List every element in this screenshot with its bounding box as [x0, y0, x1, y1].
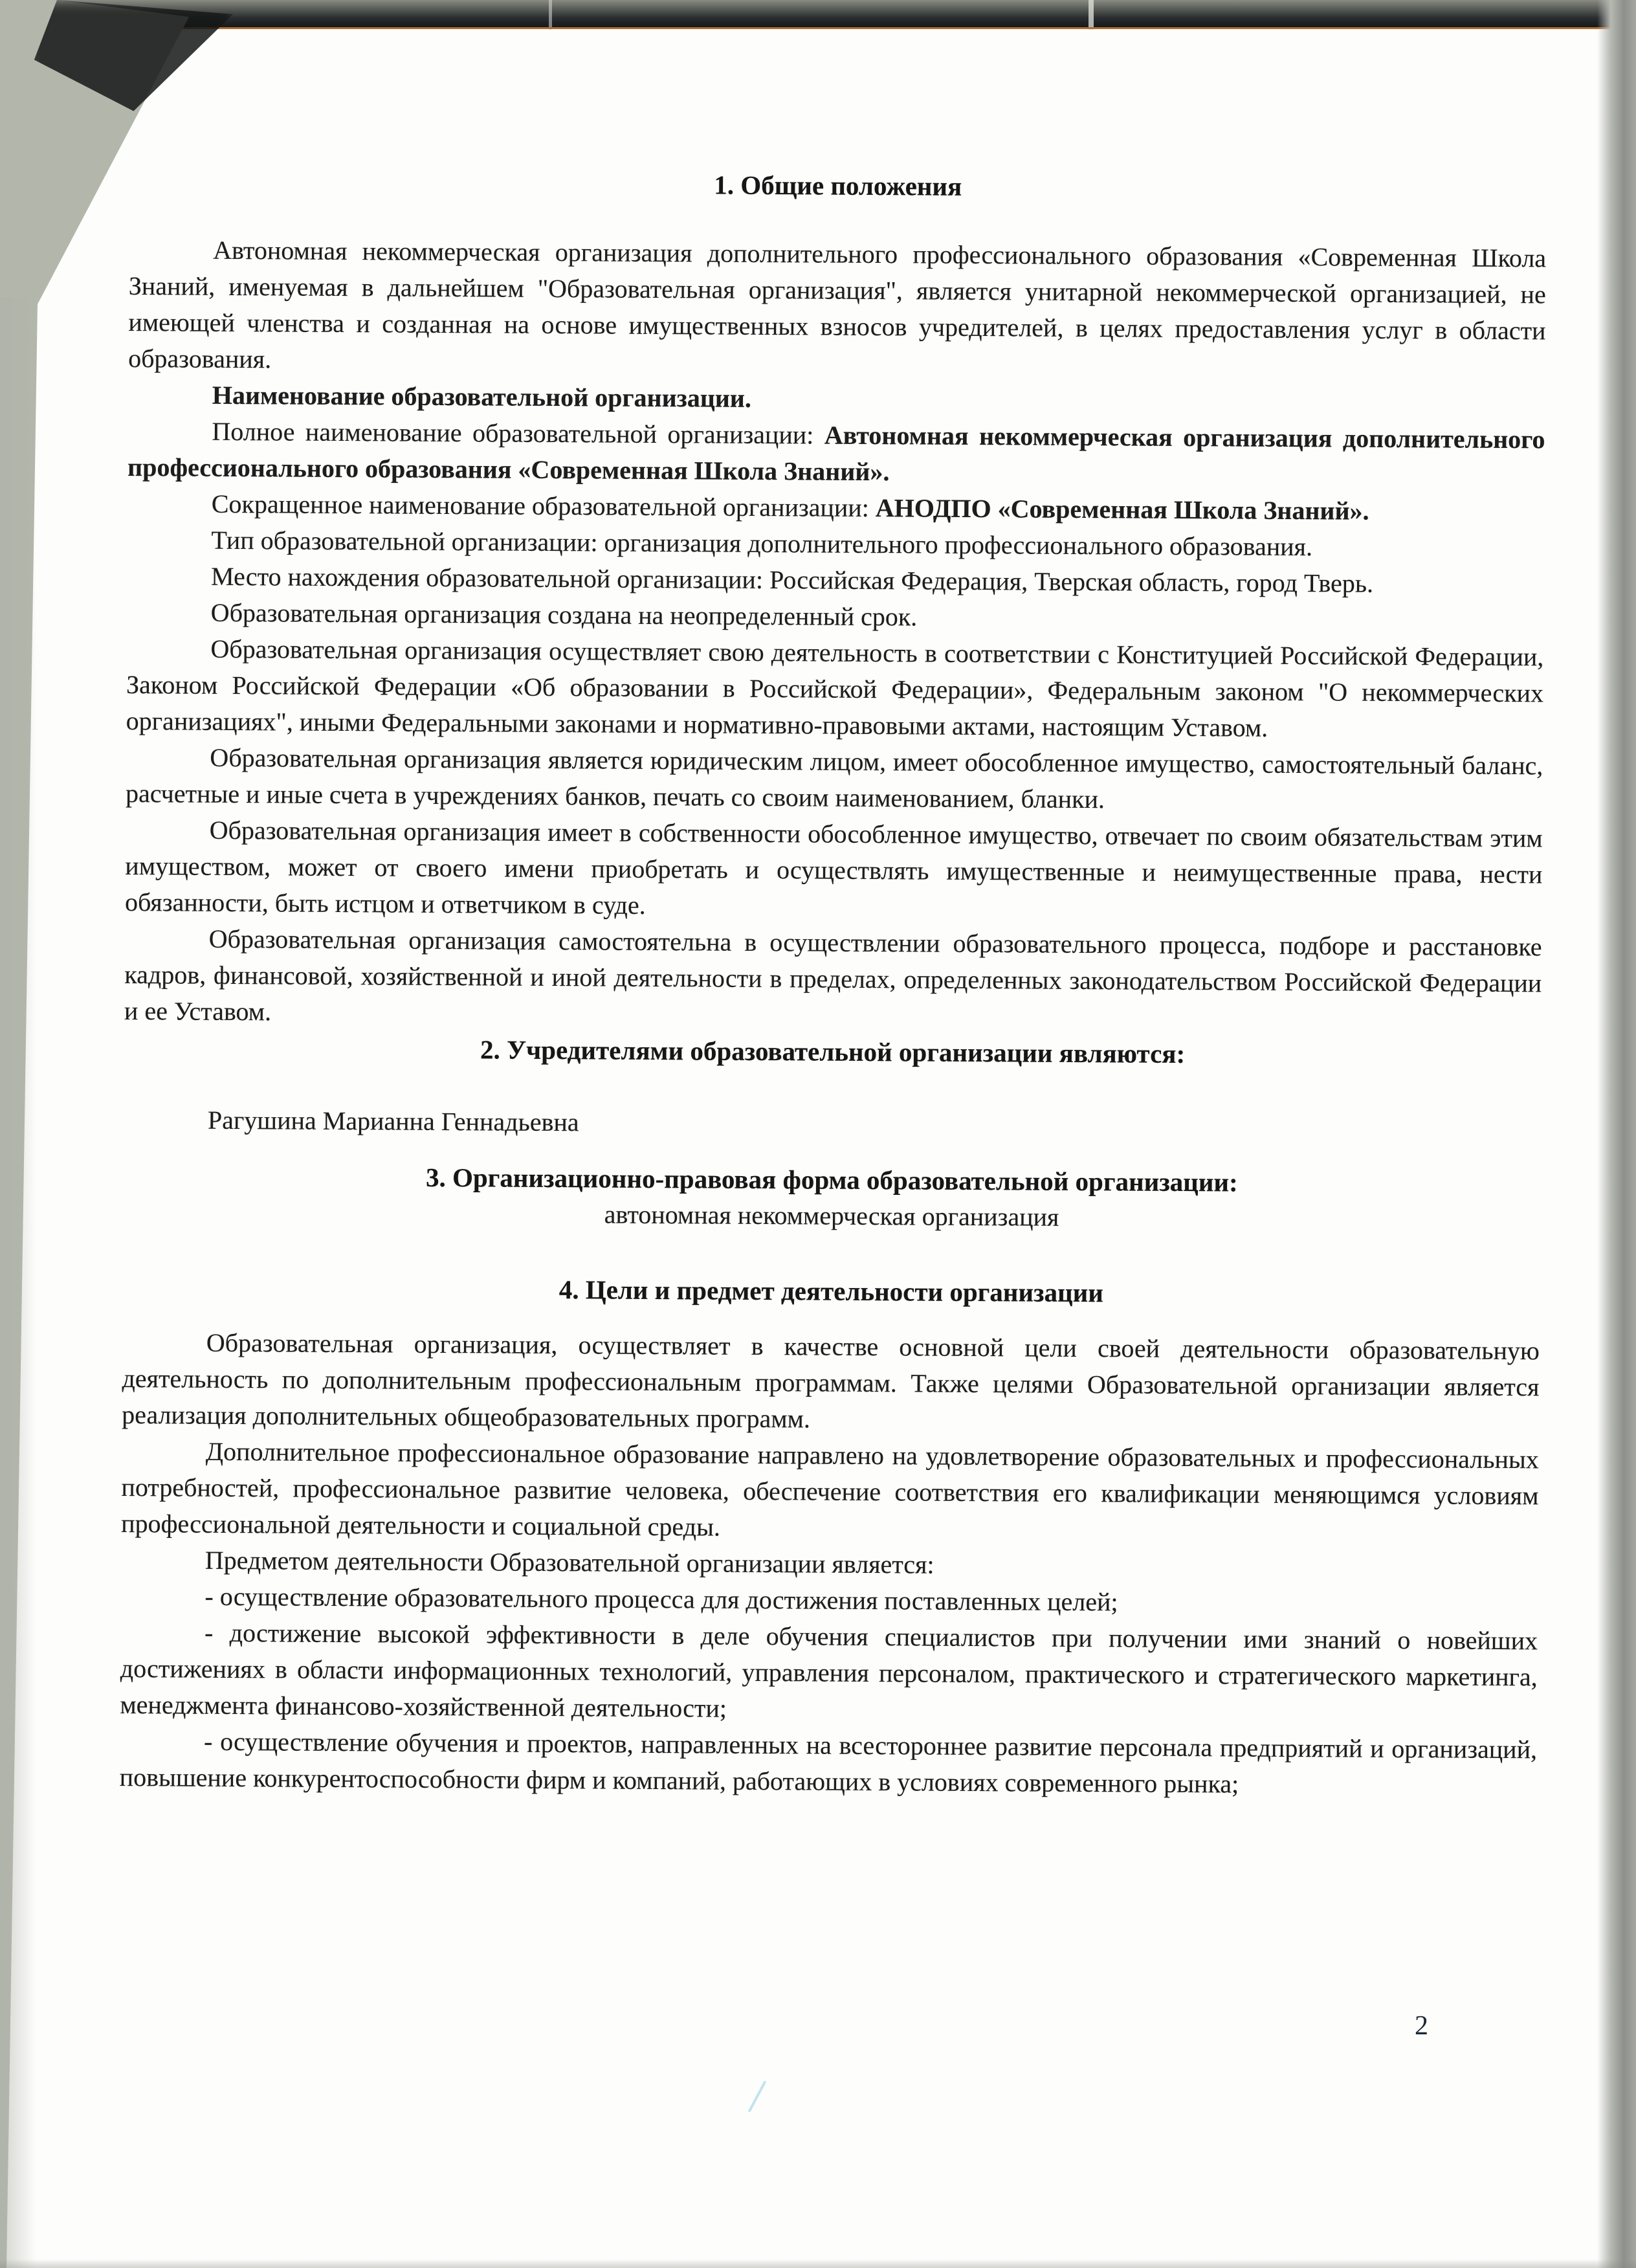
- page-top-edge-line: [78, 27, 1636, 29]
- short-name-lead: Сокращенное наименование образовательной организации:: [211, 489, 876, 523]
- paragraph-legal-basis: Образовательная организация осуществляет свою деятельность в соответствии с Конституцией Российской Федерации, Законом Российской Федерации «Об образовании в Российской Федерации», Федеральным законом "О некоммерческих организациях", иными Федеральными законами и нормативно-правовыми актами, настоящим Уставом.: [126, 634, 1544, 742]
- document-body: [120, 163, 1547, 1804]
- scanner-streak-left: [549, 0, 552, 30]
- paragraph-goals: Образовательная организация, осуществляет в качестве основной цели своей деятельности образовательную деятельность по дополнительным профессиональным программам. Также целями Образовательной организации является реализация дополнительных общеобразовательных программ.: [122, 1328, 1540, 1434]
- section-4-heading: 4. Цели и предмет деятельности организации: [558, 1274, 1104, 1308]
- section-2-heading: 2. Учредителями образовательной организации являются:: [480, 1034, 1186, 1069]
- paragraph-full-name: [127, 413, 1545, 494]
- section-3-subtitle: автономная некоммерческая организация: [604, 1199, 1059, 1232]
- paragraph-subject-lead: Предметом деятельности Образовательной организации является:: [204, 1545, 934, 1579]
- section-3-heading: 3. Организационно-правовая форма образовательной организации:: [425, 1162, 1238, 1197]
- section-1-heading: 1. Общие положения: [714, 170, 962, 201]
- paragraph-term: Образовательная организация создана на неопределенный срок.: [210, 597, 918, 632]
- scanner-streak-right: [1089, 0, 1094, 30]
- scan-top-shadow-band: [0, 0, 1636, 27]
- bullet-educational-process: - осуществление образовательного процесса для достижения поставленных целей;: [204, 1581, 1118, 1617]
- bullet-training-projects: - осуществление обучения и проектов, направленных на всестороннее развитие персонала предприятий и организаций, повышение конкурентоспособности фирм и компаний, работающих в условиях современного рынка;: [119, 1726, 1538, 1799]
- paragraph-location: Место нахождения образовательной организации: Российская Федерация, Тверская область, город Тверь.: [210, 561, 1374, 598]
- page-number: 2: [1415, 2011, 1428, 2041]
- page-bottom-edge-shading: [0, 2259, 1636, 2268]
- paragraph-name-label-text: Наименование образовательной организации.: [212, 380, 752, 413]
- paragraph-dpo-purpose: Дополнительное профессиональное образование направлено на удовлетворение образовательных и профессиональных потребностей, профессиональное развитие человека, обеспечение соответствия его квалификации меняющимся условиям профессиональной деятельности и социальной среды.: [121, 1436, 1539, 1542]
- paragraph-intro: Автономная некоммерческая организация дополнительного профессионального образования «Современная Школа Знаний, именуемая в дальнейшем "Образовательная организация", является унитарной некоммерческой организацией, не имеющей членства и созданная на основе имущественных взносов учредителей, в целях предоставления услуг в области образования.: [128, 235, 1547, 374]
- paragraph-legal-entity: Образовательная организация является юридическим лицом, имеет обособленное имущество, самостоятельный баланс, расчетные и иные счета в учреждениях банков, печать со своим наименованием, бланки.: [125, 742, 1543, 814]
- founder-name: Рагушина Марианна Геннадьевна: [207, 1105, 579, 1137]
- paragraph-property: Образовательная организация имеет в собственности обособленное имущество, отвечает по своим обязательствам этим имуществом, может от своего имени приобретать и осуществлять имущественные и неимущественные права, нести обязанности, быть истцом и ответчиком в суде.: [124, 815, 1543, 920]
- paragraph-org-type: Тип образовательной организации: организация дополнительного профессионального образования.: [211, 525, 1313, 562]
- short-name-bold: АНОДПО «Современная Школа Знаний».: [875, 493, 1369, 526]
- full-name-bold: Автономная некоммерческая организация дополнительного профессионального образования «Современная Школа Знаний».: [127, 420, 1545, 487]
- paragraph-independence: Образовательная организация самостоятельна в осуществлении образовательного процесса, подборе и расстановке кадров, финансовой, хозяйственной и иной деятельности в пределах, определенных законодательством Российской Федерации и ее Уставом.: [124, 924, 1542, 1027]
- full-name-lead: Полное наименование образовательной организации:: [212, 416, 824, 450]
- bullet-effectiveness: - достижение высокой эффективности в деле обучения специалистов при получении ими знаний о новейших достижениях в области информационных технологий, управления персоналом, практического и стратегического маркетинга, менеджмента финансово-хозяйственной деятельности;: [120, 1618, 1538, 1723]
- page-right-edge-shading: [1597, 0, 1636, 2268]
- stray-pen-mark: [748, 2080, 767, 2113]
